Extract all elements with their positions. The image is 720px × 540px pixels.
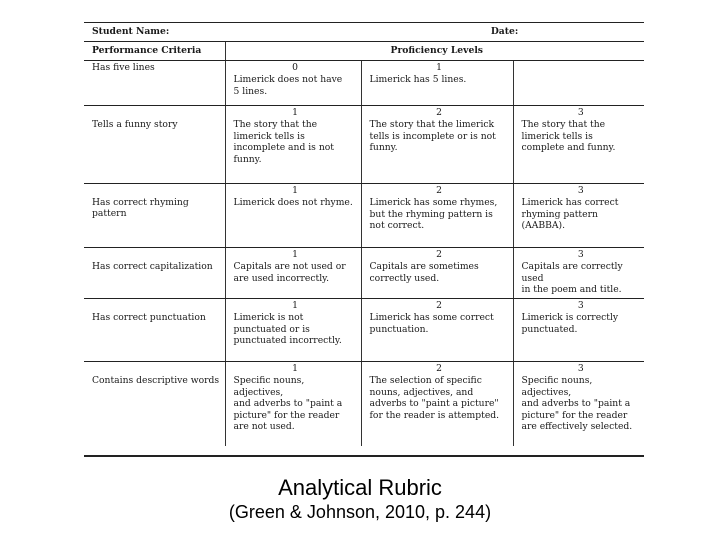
criteria-cell [84,106,225,184]
level-cell [225,184,361,248]
score-value: 1 [292,300,298,311]
criteria-label: Has five lines [92,62,155,73]
score-value: 3 [577,363,584,374]
level-cell [361,299,513,362]
level-description: The selection of specific nouns, adjectives, and adverbs to "paint a picture" for the reader is attempted. [369,375,500,421]
score-value: 1 [436,62,442,73]
rubric-row [84,106,644,184]
criteria-cell [84,184,225,248]
level-cell [513,106,644,184]
criteria-cell [84,362,225,446]
level-description: Limerick is not punctuated or is punctuated incorrectly. [233,312,342,347]
level-description: Limerick has 5 lines. [369,74,467,86]
level-cell [361,61,513,106]
level-cell [225,248,361,299]
criteria-label: Contains descriptive words [92,375,220,386]
caption-citation: (Green & Johnson, 2010, p. 244) [228,502,492,522]
level-cell [361,106,513,184]
rubric-table [84,22,644,446]
criteria-cell [84,248,225,299]
level-description: Limerick is correctly punctuated. [521,312,619,335]
score-value: 3 [577,300,584,311]
level-description: Capitals are sometimes correctly used. [369,261,479,284]
level-description: Limerick has some correct punctuation. [369,312,494,335]
rubric-row [84,299,644,362]
rubric-row [84,248,644,299]
level-cell [513,184,644,248]
rubric-row [84,61,644,106]
table-bottom-rule [84,455,644,457]
criteria-cell [84,61,225,106]
date-label: Date: [361,23,644,42]
score-value: 0 [292,62,298,73]
score-value: 1 [292,107,298,118]
rubric-row [84,184,644,248]
level-description: Limerick does not rhyme. [233,197,353,209]
rubric-row [84,362,644,446]
score-value: 2 [436,107,442,118]
student-name-label: Student Name: [84,23,361,42]
level-cell [225,106,361,184]
criteria-cell [84,299,225,362]
criteria-label: Has correct capitalization [92,261,213,272]
level-cell [513,61,644,106]
level-cell [513,362,644,446]
level-cell [225,362,361,446]
level-description: The story that the limerick tells is incomplete or is not funny. [369,119,496,154]
level-description: The story that the limerick tells is complete and funny. [521,119,616,154]
level-description: The story that the limerick tells is incomplete and is not funny. [233,119,334,165]
score-value: 3 [577,185,584,196]
score-value: 2 [436,300,442,311]
level-description: Limerick has some rhymes, but the rhyming pattern is not correct. [369,197,498,232]
score-value: 2 [436,249,442,260]
criteria-label: Has correct punctuation [92,312,206,323]
score-value: 1 [292,363,298,374]
score-value: 3 [577,249,584,260]
level-description: Limerick has correct rhyming pattern (AABBA). [521,197,619,232]
level-description: Specific nouns, adjectives, and adverbs to "paint a picture" for the reader are not used. [233,375,343,433]
score-value: 3 [577,107,584,118]
level-cell [361,184,513,248]
level-cell [513,299,644,362]
score-value: 2 [436,185,442,196]
caption-title: Analytical Rubric [278,475,442,500]
level-cell [225,61,361,106]
level-description: Limerick does not have 5 lines. [233,74,343,97]
level-cell [361,248,513,299]
level-description: Specific nouns, adjectives, and adverbs to "paint a picture" for the reader are effectively selected. [521,375,633,433]
score-value: 1 [292,249,298,260]
proficiency-levels-header: Proficiency Levels [225,42,644,61]
level-cell [513,248,644,299]
level-cell [361,362,513,446]
score-value: 1 [292,185,298,196]
level-cell [225,299,361,362]
performance-criteria-header: Performance Criteria [84,42,225,61]
criteria-label: Has correct rhyming pattern [92,197,189,220]
score-value: 2 [436,363,442,374]
criteria-label: Tells a funny story [92,119,178,130]
level-description: Capitals are not used or are used incorrectly. [233,261,346,284]
level-description: Capitals are correctly used in the poem and title. [521,261,623,296]
